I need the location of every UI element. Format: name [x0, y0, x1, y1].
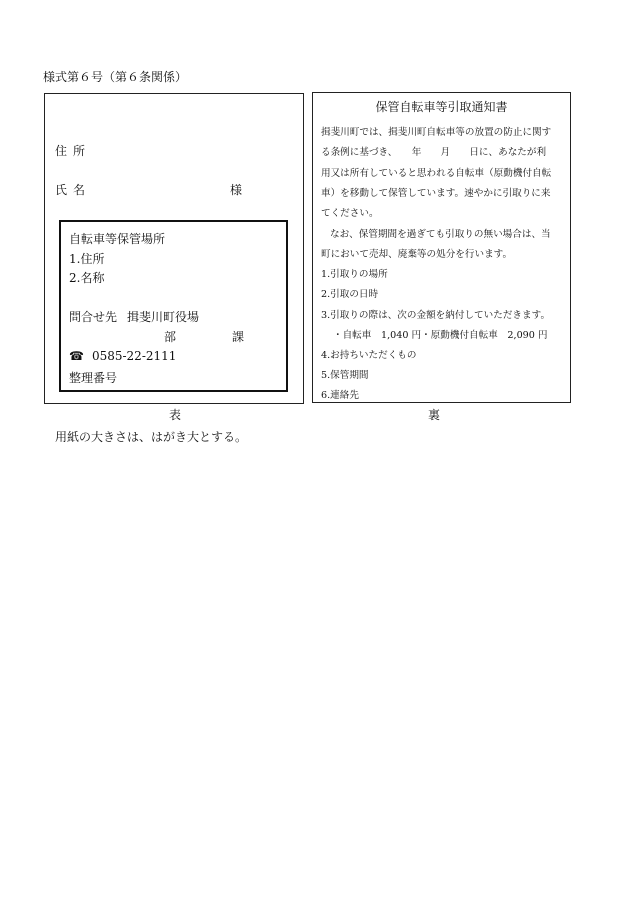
postcard-back: [312, 92, 571, 403]
notice-item: 5.保管期間: [321, 370, 369, 381]
notice-item: 4.お持ちいただくもの: [321, 350, 417, 361]
inquiry-line: [69, 308, 199, 325]
back-side-label: 裏: [428, 408, 441, 422]
department-label: 部: [164, 330, 177, 344]
postcard-front: [44, 93, 304, 404]
phone-icon: ☎: [69, 349, 84, 363]
phone-number: 0585-22-2111: [91, 349, 177, 363]
notice-item: 1.引取りの場所: [321, 269, 388, 280]
storage-address-item: 1.住所: [69, 252, 105, 266]
inquiry-office: 揖斐川町役場: [127, 310, 200, 324]
reference-number-label: 整理番号: [69, 371, 118, 385]
honorific-sama: 様: [230, 183, 243, 197]
notice-line: なお、保管期間を過ぎても引取りの無い場合は、当: [330, 229, 551, 240]
notice-item: 6.連絡先: [321, 390, 359, 401]
storage-name-item: 2.名称: [69, 271, 105, 285]
notice-item: 3.引取りの際は、次の金額を納付していただきます。: [321, 310, 551, 321]
notice-line: 車）を移動して保管しています。速やかに引取りに来: [321, 188, 551, 199]
notice-title: 保管自転車等引取通知書: [375, 100, 508, 114]
inquiry-label: 問合せ先: [69, 310, 118, 324]
phone-line: [69, 349, 176, 363]
notice-line: 町において売却、廃棄等の処分を行います。: [321, 249, 513, 260]
section-label: 課: [232, 330, 245, 344]
notice-line: 揖斐川町では、揖斐川町自転車等の放置の防止に関す: [321, 127, 552, 138]
address-label: 住所: [55, 144, 92, 158]
front-side-label: 表: [169, 408, 182, 422]
storage-location-box: [59, 220, 288, 392]
notice-line: る条例に基づき、 年 月 日に、あなたが利: [321, 147, 547, 158]
name-label: 氏名: [55, 183, 92, 197]
notice-line: 用又は所有していると思われる自転車（原動機付自転: [321, 168, 552, 179]
fee-line: ・自転車 1,040 円・原動機付自転車 2,090 円: [333, 330, 548, 341]
paper-size-note: 用紙の大きさは、はがき大とする。: [55, 430, 248, 444]
notice-line: てください。: [321, 208, 379, 219]
notice-item: 2.引取の日時: [321, 289, 379, 300]
form-number-header: 様式第６号（第６条関係）: [43, 70, 188, 84]
storage-title: 自転車等保管場所: [69, 232, 166, 246]
